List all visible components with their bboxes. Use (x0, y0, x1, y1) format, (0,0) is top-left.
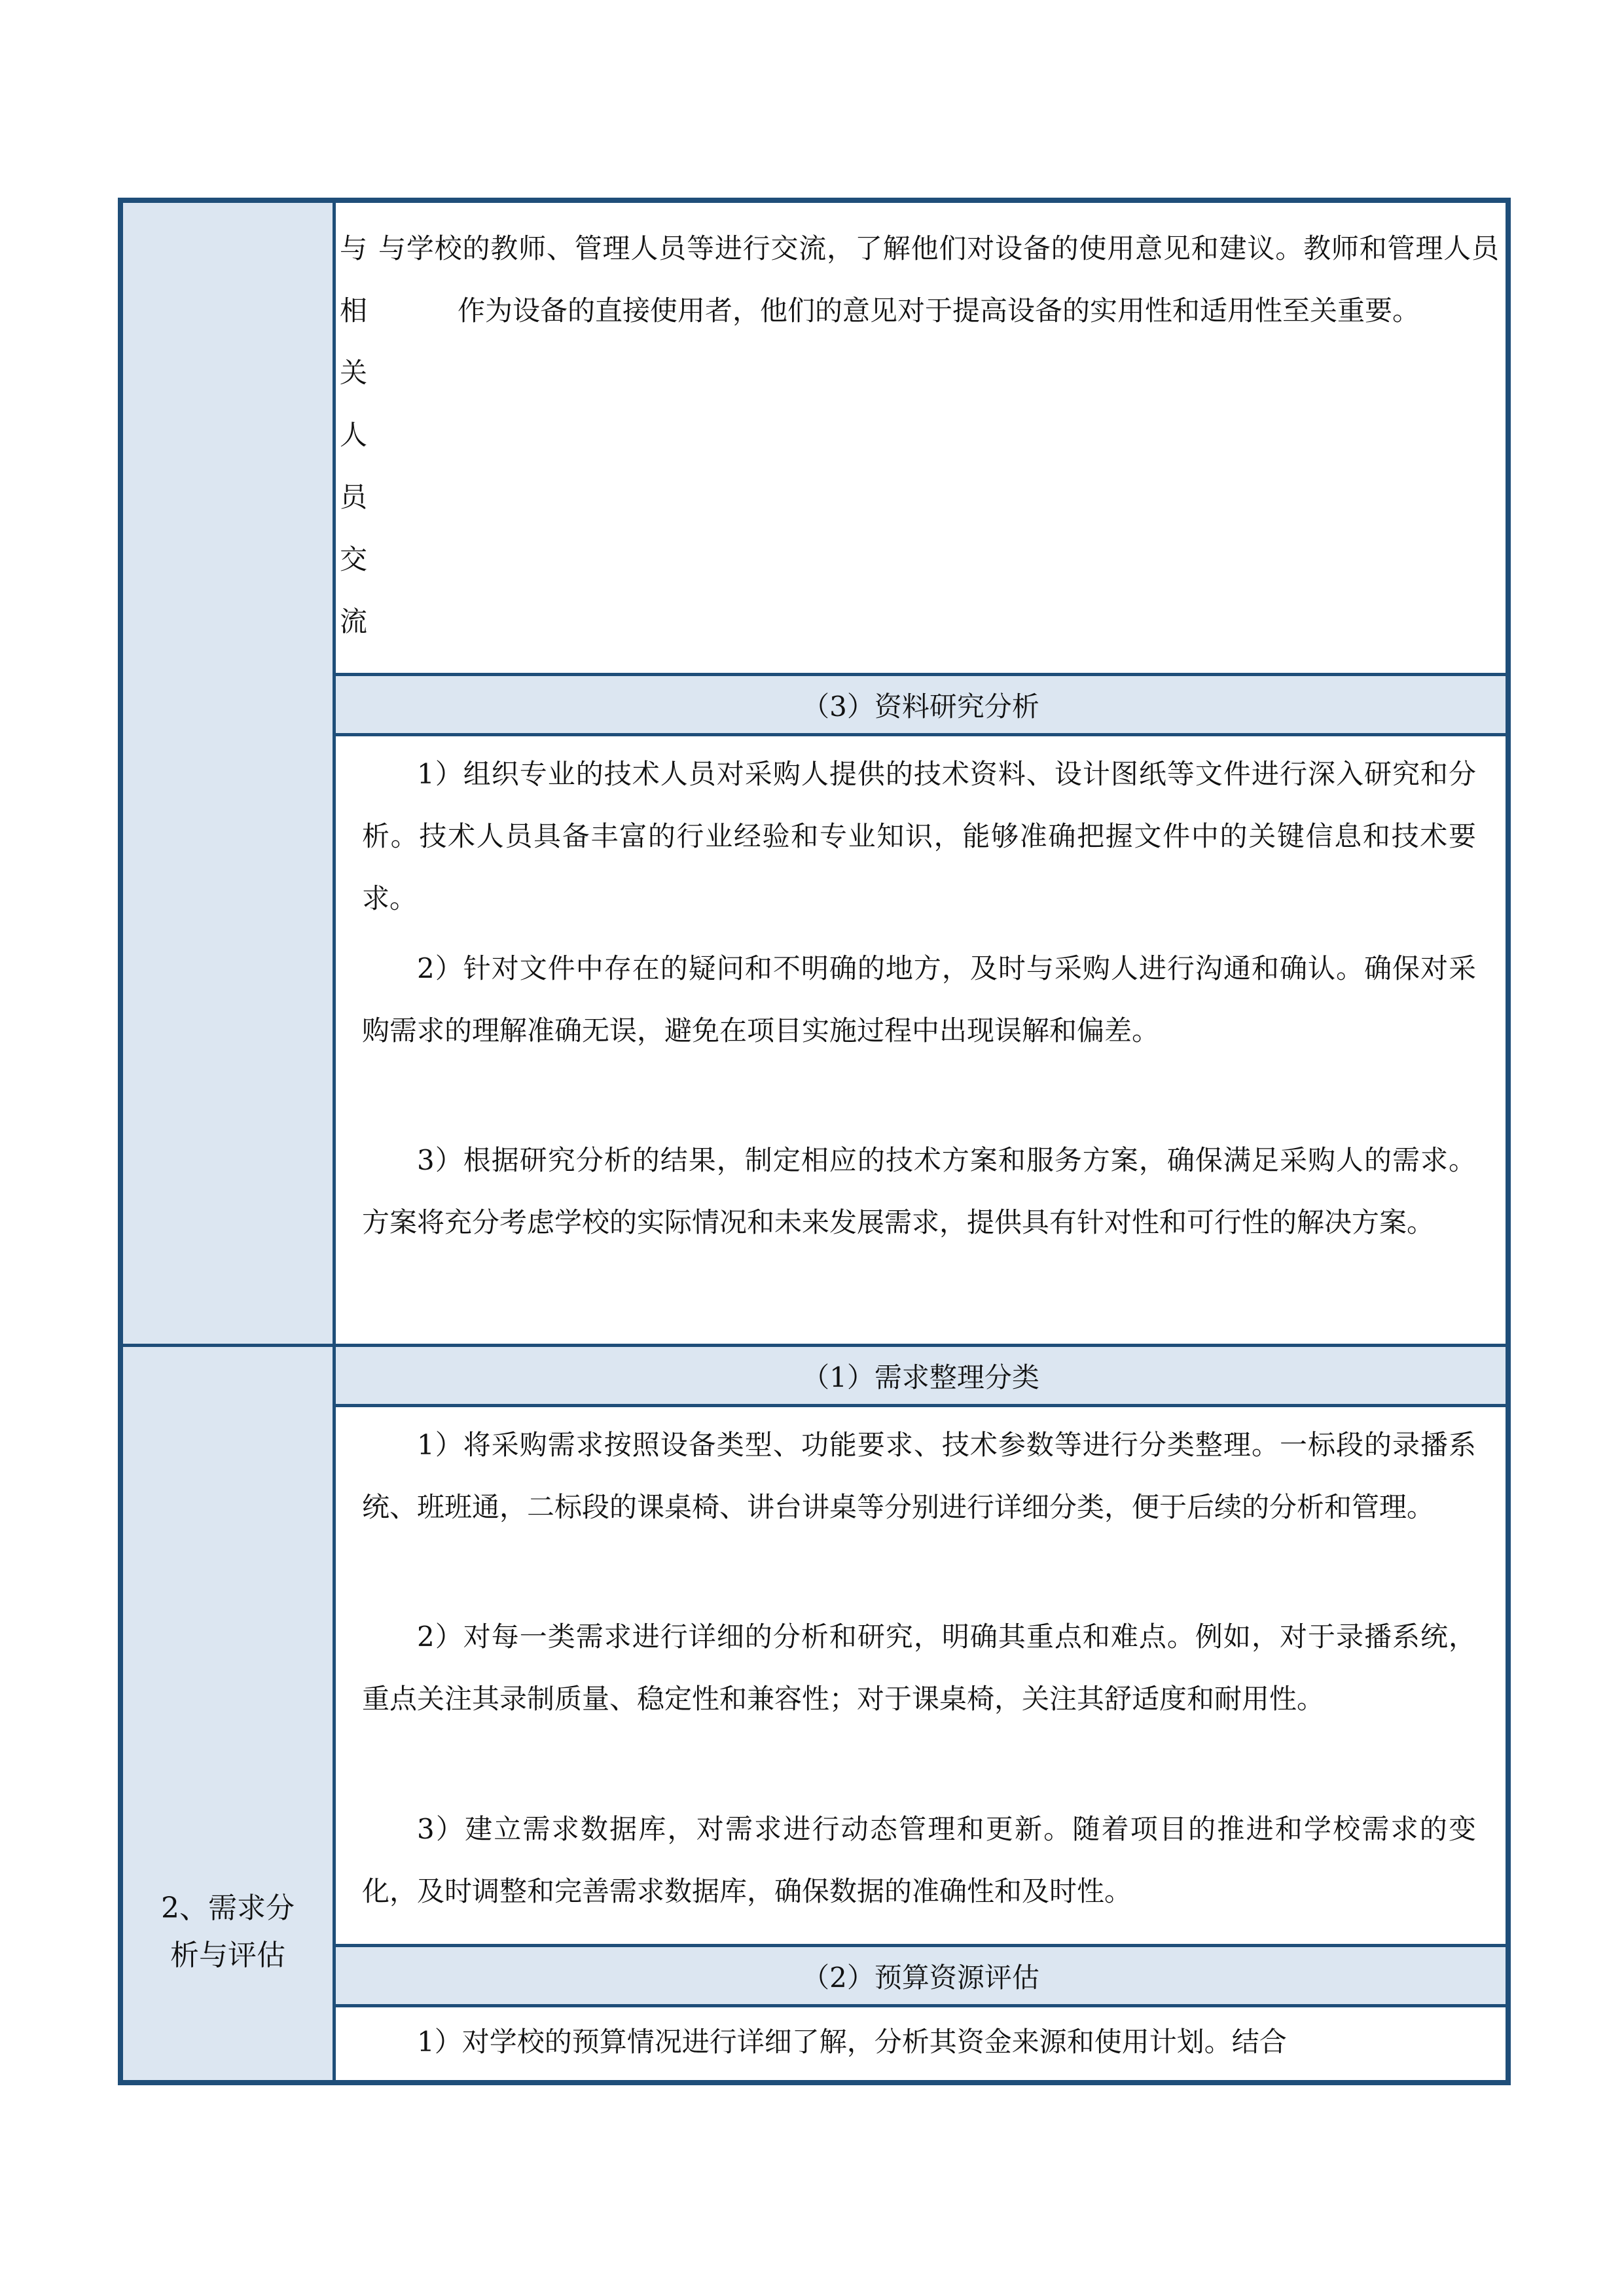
exchange-heading-vertical: 与 相 关 人 员 交 流 (339, 232, 367, 637)
research-paragraph: 3）根据研究分析的结果，制定相应的技术方案和服务方案，确保满足采购人的需求。方案将充分考虑学校的实际情况和未来发展需求，提供具有针对性和可行性的解决方案。 (362, 1144, 1476, 1238)
research-paragraph: 1）组织专业的技术人员对采购人提供的技术资料、设计图纸等文件进行深入研究和分析。技术人员具备丰富的行业经验和专业知识，能够准确把握文件中的关键信息和技术要求。 (362, 758, 1476, 914)
research-header: （3）资料研究分析 (336, 676, 1506, 733)
evaluation-table (118, 198, 1511, 2085)
row-divider (336, 2004, 1506, 2007)
section2-label: 2、需求分 析与评估 (161, 1892, 295, 1972)
left-cell-section1 (123, 203, 333, 1344)
row-divider (336, 733, 1506, 736)
classification-paragraph: 3）建立需求数据库，对需求进行动态管理和更新。随着项目的推进和学校需求的变化，及时调整和完善需求数据库，确保数据的准确性和及时性。 (362, 1813, 1476, 1907)
row-divider (336, 1404, 1506, 1407)
budget-header: （2）预算资源评估 (336, 1947, 1506, 2004)
budget-paragraph: 1）对学校的预算情况进行详细了解，分析其资金来源和使用计划。结合 (417, 2026, 1287, 2058)
exchange-text: 与学校的教师、管理人员等进行交流，了解他们对设备的使用意见和建议。教师和管理人员作为设备的直接使用者，他们的意见对于提高设备的实用性和适用性至关重要。 (378, 232, 1499, 327)
classification-header: （1）需求整理分类 (336, 1347, 1506, 1404)
classification-paragraph: 1）将采购需求按照设备类型、功能要求、技术参数等进行分类整理。一标段的录播系统、班班通，二标段的课桌椅、讲台讲桌等分别进行详细分类，便于后续的分析和管理。 (362, 1429, 1476, 1523)
research-paragraph: 2）针对文件中存在的疑问和不明确的地方，及时与采购人进行沟通和确认。确保对采购需求的理解准确无误，避免在项目实施过程中出现误解和偏差。 (362, 952, 1476, 1047)
classification-paragraph: 2）对每一类需求进行详细的分析和研究，明确其重点和难点。例如，对于录播系统，重点关注其录制质量、稳定性和兼容性；对于课桌椅，关注其舒适度和耐用性。 (362, 1621, 1476, 1715)
